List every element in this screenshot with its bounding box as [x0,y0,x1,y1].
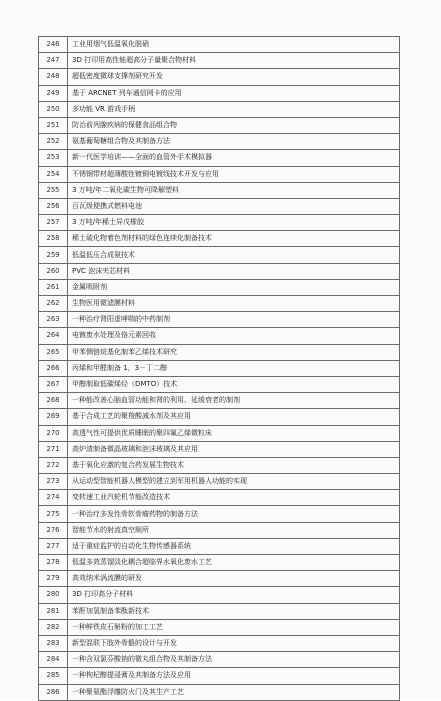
table-row [39,134,400,150]
table-row [39,53,400,69]
row-number: 272 [39,457,68,473]
row-number: 255 [39,182,68,198]
table-row [39,215,400,231]
project-name: 高透气性可提供优质睡眠的聚四氟乙烯微粒床 [68,425,400,441]
table-row [39,409,400,425]
table-row [39,166,400,182]
table-row [39,506,400,522]
row-number: 263 [39,312,68,328]
project-name: 稀土硫化物着色剂材料的绿色连续化制备技术 [68,231,400,247]
row-number: 265 [39,344,68,360]
row-number: 276 [39,522,68,538]
project-name: 智能节水的射流真空厕所 [68,522,400,538]
project-name: 不锈钢带材超薄酸性镀铜电镀线技术开发与应用 [68,166,400,182]
table-row [39,247,400,263]
row-number: 271 [39,441,68,457]
row-number: 248 [39,69,68,85]
row-number: 269 [39,409,68,425]
row-number: 283 [39,635,68,651]
row-number: 260 [39,263,68,279]
row-number: 246 [39,37,68,53]
project-name: 一种含双氯芬酸钠的微丸组合物及其制备方法 [68,652,400,668]
row-number: 262 [39,296,68,312]
table-row [39,328,400,344]
table-row [39,37,400,53]
project-name: 超低密度微球支撑剂研究开发 [68,69,400,85]
project-list-body [39,37,400,701]
table-row [39,425,400,441]
table-row [39,555,400,571]
row-number: 258 [39,231,68,247]
project-name: 金属吸附剂 [68,279,400,295]
table-row [39,441,400,457]
table-row [39,571,400,587]
row-number: 285 [39,668,68,684]
project-name: 一种聚氨酯浮雕防火门及其生产工艺 [68,684,400,700]
project-name: 适于重症监护的自动化生物传感器系统 [68,538,400,554]
project-name: 基于 ARCNET 列车通信网卡的应用 [68,85,400,101]
table-row [39,101,400,117]
table-row [39,490,400,506]
table-row [39,619,400,635]
row-number: 250 [39,101,68,117]
project-name: 氨基葡萄糖组合物及其制备方法 [68,134,400,150]
table-row [39,376,400,392]
table-row [39,117,400,133]
row-number: 277 [39,538,68,554]
row-number: 278 [39,555,68,571]
table-row [39,457,400,473]
row-number: 253 [39,150,68,166]
table-row [39,344,400,360]
row-number: 257 [39,215,68,231]
row-number: 249 [39,85,68,101]
project-name: 3 万吨/年稀土异戊橡胶 [68,215,400,231]
row-number: 270 [39,425,68,441]
project-name: 甲苯侧链烷基化制苯乙烯技术研究 [68,344,400,360]
row-number: 267 [39,376,68,392]
table-row [39,69,400,85]
row-number: 264 [39,328,68,344]
project-name: 新型混联下肢外骨骼的设计与开发 [68,635,400,651]
table-row [39,263,400,279]
project-name: 甲醇制取低碳烯烃（DMTO）技术 [68,376,400,392]
table-row [39,360,400,376]
row-number: 251 [39,117,68,133]
table-row [39,85,400,101]
row-number: 256 [39,198,68,214]
project-name: 苯酐加氢制备苯酞新技术 [68,603,400,619]
row-number: 259 [39,247,68,263]
row-number: 280 [39,587,68,603]
project-name: 一种治疗多发性骨软骨瘤药物的制备方法 [68,506,400,522]
table-row [39,587,400,603]
table-row [39,198,400,214]
table-row [39,684,400,700]
table-row [39,182,400,198]
row-number: 281 [39,603,68,619]
row-number: 252 [39,134,68,150]
table-row [39,668,400,684]
project-name: 一种治疗肾阳虚哮喘的中药制剂 [68,312,400,328]
project-name: 变转速工业汽轮机节能改造技术 [68,490,400,506]
row-number: 254 [39,166,68,182]
table-row [39,538,400,554]
project-name: 从运动型智能机器人模型的建立到军用机器人功能的实现 [68,474,400,490]
project-list-table [38,36,400,701]
row-number: 247 [39,53,68,69]
row-number: 273 [39,474,68,490]
project-name: 高炉渣制备微晶玻璃和泡沫玻璃及其应用 [68,441,400,457]
table-row [39,603,400,619]
project-name: 百瓦级便携式燃料电池 [68,198,400,214]
project-name: 低温低压合成氨技术 [68,247,400,263]
row-number: 286 [39,684,68,700]
row-number: 268 [39,393,68,409]
table-row [39,522,400,538]
project-name: 生物医用微滤膜材料 [68,296,400,312]
row-number: 279 [39,571,68,587]
project-name: 基于合成工艺的聚羧酸减水剂及其应用 [68,409,400,425]
project-name: 3D 打印用高性能超高分子量聚合物材料 [68,53,400,69]
project-name: 多功能 VR 游戏手柄 [68,101,400,117]
row-number: 282 [39,619,68,635]
project-name: 一种鲜铁皮石斛粉的加工工艺 [68,619,400,635]
project-name: 新一代医学培训——全面的血管外手术模拟器 [68,150,400,166]
project-name: 低温多效蒸馏淡化耦合超临界水氧化废水工艺 [68,555,400,571]
table-row [39,231,400,247]
table-row [39,393,400,409]
project-name: 基于氧化应激的复合药发展生物技术 [68,457,400,473]
table-row [39,150,400,166]
project-name: 防治前列腺疾病的保健食品组合物 [68,117,400,133]
project-name: 丙烯和甲醛制备 1，3－丁二醇 [68,360,400,376]
table-row [39,474,400,490]
project-name: PVC 泡沫夹芯材料 [68,263,400,279]
project-name: 一种枸杞醇提浸膏及其制备方法及应用 [68,668,400,684]
table-row [39,312,400,328]
row-number: 266 [39,360,68,376]
project-name: 一种能改善心脑血管功能和肾的利用、延缓衰老的制剂 [68,393,400,409]
table-row [39,652,400,668]
project-name: 电镀废水处理及铬元素回收 [68,328,400,344]
table-row [39,635,400,651]
project-name: 3 万吨/年二氧化碳生物可降解塑料 [68,182,400,198]
row-number: 275 [39,506,68,522]
project-name: 工业用烟气低温氧化脱硝 [68,37,400,53]
row-number: 284 [39,652,68,668]
project-name: 3D 打印高分子材料 [68,587,400,603]
table-row [39,296,400,312]
row-number: 274 [39,490,68,506]
table-row [39,279,400,295]
project-name: 高效纳米涡流膜的研发 [68,571,400,587]
row-number: 261 [39,279,68,295]
